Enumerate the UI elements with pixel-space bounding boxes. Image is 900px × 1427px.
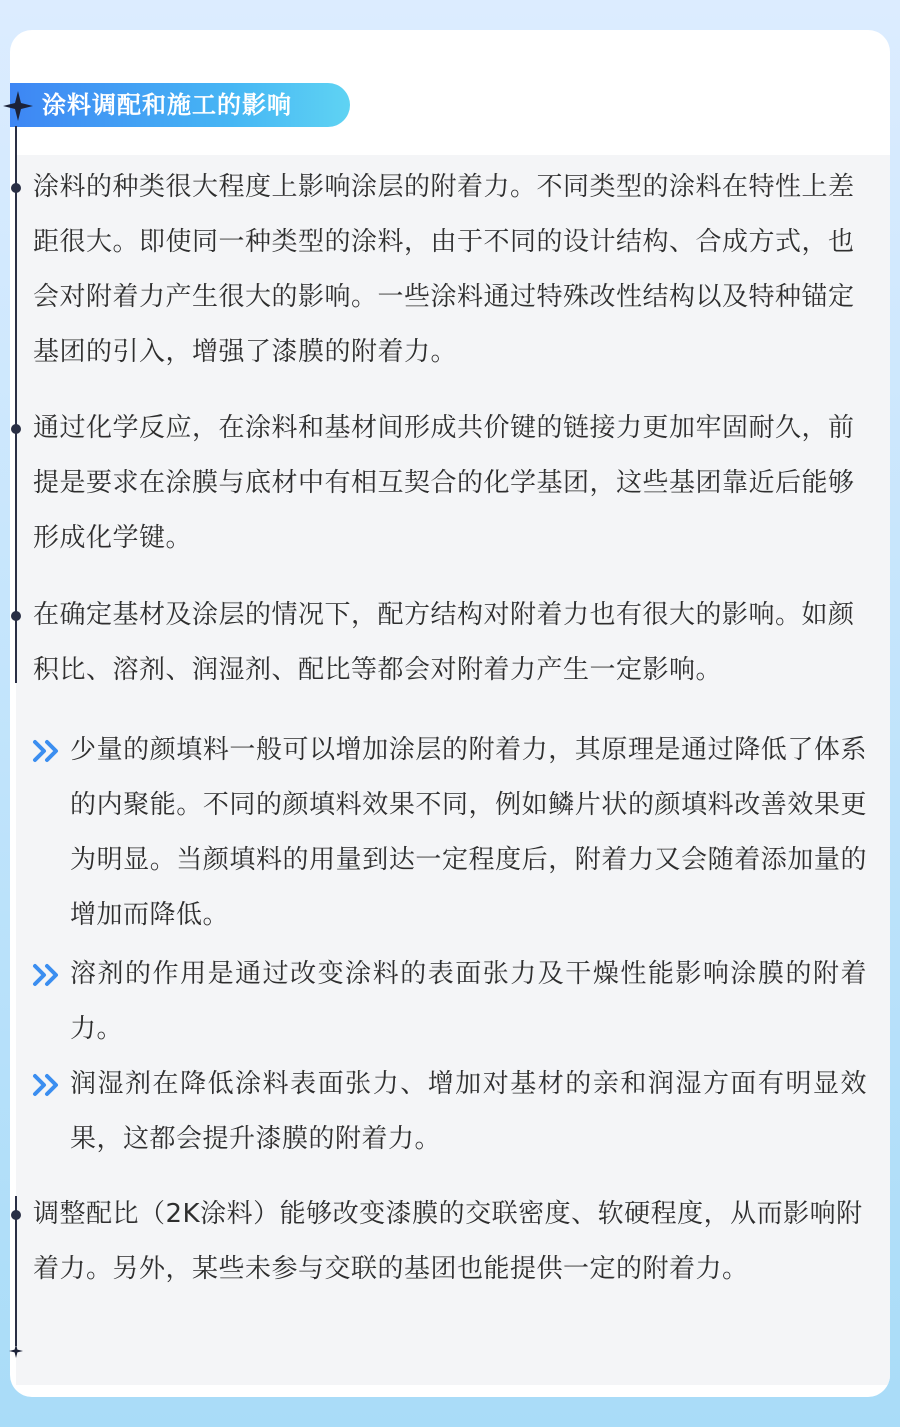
timeline-dot [11,183,21,193]
paragraph-formula-structure: 在确定基材及涂层的情况下，配方结构对附着力也有很大的影响。如颜积比、溶剂、润湿剂、配比等都会对附着力产生一定影响。 [33,600,855,685]
paragraph-chemical-reaction: 通过化学反应，在涂料和基材间形成共价键的链接力更加牢固耐久，前提是要求在涂膜与底材中有相互契合的化学基团，这些基团靠近后能够形成化学键。 [33,413,855,553]
timeline-dot [11,1210,21,1220]
section-title-tag [10,83,350,127]
section-title: 涂料调配和施工的影响 [42,91,292,119]
timeline-dot [11,611,21,621]
paragraph-mix-ratio: 调整配比（2K涂料）能够改变漆膜的交联密度、软硬程度，从而影响附着力。另外，某些未参与交联的基团也能提供一定的附着力。 [33,1199,863,1284]
timeline-line-top [15,126,17,683]
bullet-pigment-filler: 少量的颜填料一般可以增加涂层的附着力，其原理是通过降低了体系的内聚能。不同的颜填料效果不同，例如鳞片状的颜填料改善效果更为明显。当颜填料的用量到达一定程度后，附着力又会随着添加量的增加而降低。 [70,735,867,930]
timeline-dot [11,424,21,434]
paragraph-coating-type: 涂料的种类很大程度上影响涂层的附着力。不同类型的涂料在特性上差距很大。即使同一种类型的涂料，由于不同的设计结构、合成方式，也会对附着力产生很大的影响。一些涂料通过特殊改性结构以及特种锚定基团的引入，增强了漆膜的附着力。 [33,172,855,367]
double-chevron-icon [32,1073,62,1097]
double-chevron-icon [32,739,62,763]
bullet-solvent: 溶剂的作用是通过改变涂料的表面张力及干燥性能影响涂膜的附着力。 [70,959,867,1044]
bullet-wetting-agent: 润湿剂在降低涂料表面张力、增加对基材的亲和润湿方面有明显效果，这都会提升漆膜的附着力。 [70,1069,867,1154]
double-chevron-icon [32,963,62,987]
